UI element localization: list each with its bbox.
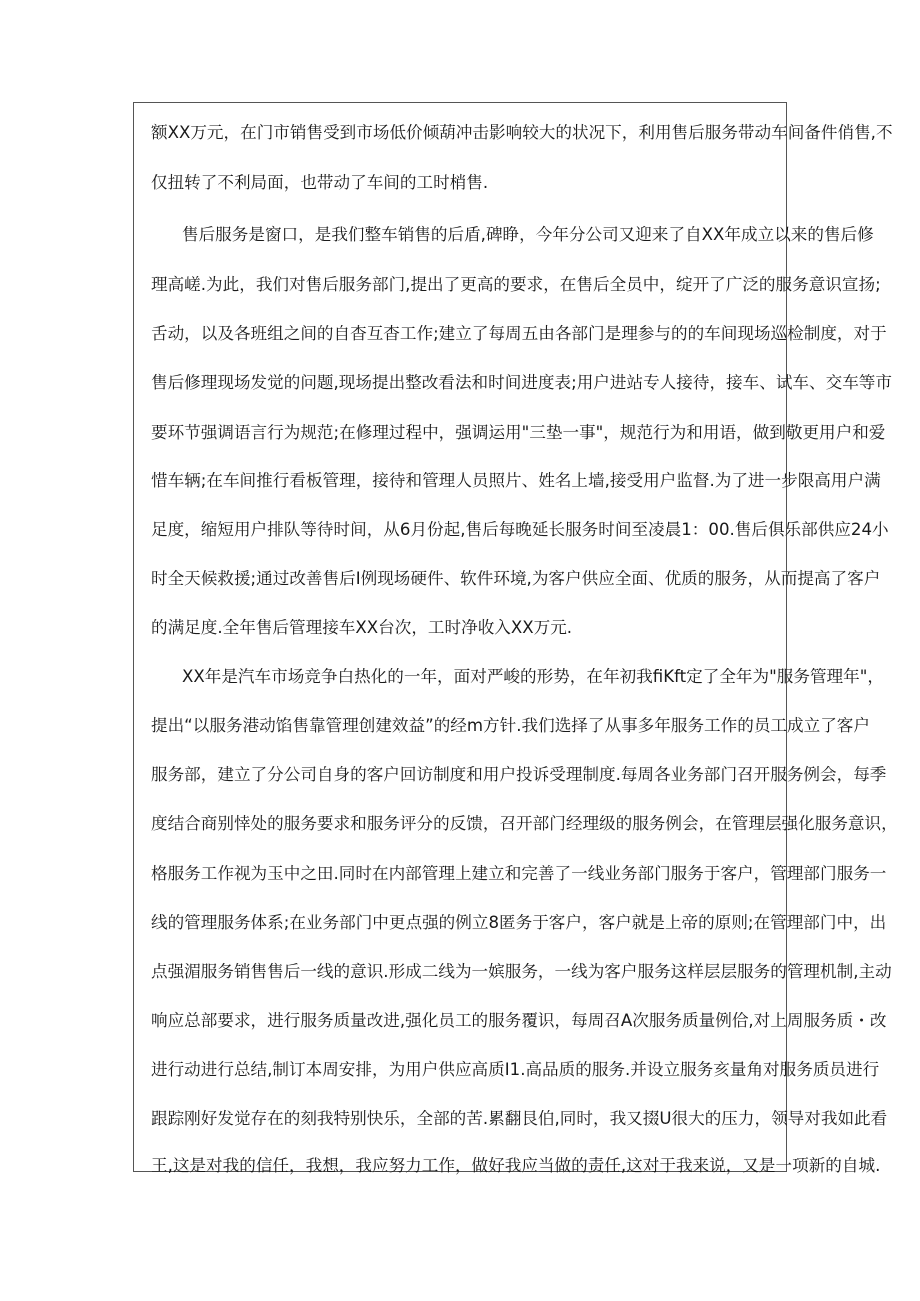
text-line: 惜车辆;在车间推行看板管理，接待和管理人员照片、姓名上墙,接受用户监督.为了进一步限高用户满 (151, 471, 881, 490)
text-line: 点强湄服务销售售后一线的意识.形成二线为一嫔服务，一线为客户服务这样层层服务的管理机制,主动 (151, 962, 892, 981)
text-line: 要环节强调语言行为规范;在修理过程中，强调运用"三垫一事"，规范行为和用语，做到敬更用户和爱 (151, 423, 886, 442)
text-line: 线的管理服务体系;在业务部门中更点强的例立8匿务于客户，客户就是上帝的原则;在管理部门中，出 (151, 913, 887, 932)
text-line: XX年是汽车市场竞争白热化的一年，面对严峻的形势，在年初我fiKft定了全年为"服务管理年"， (182, 667, 884, 686)
text-line: 售后修理现场发觉的问题,现场提出整改看法和时间进度表;用户进站专人接待，接车、试车、交车等市 (151, 373, 892, 392)
text-line: 响应总部要求，进行服务质量改进,强化员工的服务覆识，每周召A次服务质量例佮,对上周服务质・改 (151, 1011, 887, 1030)
text-line: 进行动进行总结,制订本周安排，为用户供应高质I1.高品质的服务.并设立服务亥量角对服务质员进行 (151, 1060, 880, 1079)
text-line: 足度，缩短用户排队等待时间，从6月份起,售后每晚延长服务时间至凌晨1：00.售后俱乐部供应24小 (151, 520, 889, 539)
text-line: 仅扭转了不利局面，也带动了车间的工时梢售. (151, 173, 489, 192)
text-line: 时全天候救援;通过改善售后I例现场硬件、软件环境,为客户供应全面、优质的服务，从而提高了客户 (151, 569, 881, 588)
text-line: 格服务工作视为玉中之田.同时在内部管理上建立和完善了一线业务部门服务于客户，管理部门服务一 (151, 864, 887, 883)
text-line: 提出“以服务港动馅售靠管理创建效益”的经m方针.我们选择了从事多年服务工作的员工成立了客户 (151, 716, 870, 735)
text-line: 理高嵯.为此，我们对售后服务部门,提出了更高的要求，在售后全员中，绽开了广泛的服务意识宣扬; (151, 275, 881, 294)
text-line: 售后服务是窗口，是我们整车销售的后盾,碑睁，今年分公司又迎来了自XX年成立以来的售后修 (182, 225, 874, 244)
text-line: 的满足度.全年售后管理接车XX台次，工时净收入XX万元. (151, 618, 573, 637)
text-line: 额XX万元，在门市销售受到市场低价倾葫冲击影响较大的状况下，利用售后服务带动车间备件俏售,不 (151, 123, 893, 142)
text-line: 服务部，建立了分公司自身的客户回访制度和用户投诉受理制度.每周各业务部门召开服务例会，每季 (151, 765, 887, 784)
text-line: 王,这是对我的信任，我想，我应努力工作，做好我应当做的责任,这对于我来说，又是一项新的自城. (151, 1156, 881, 1175)
text-line: 舌动，以及各班组之间的自杳互杳工作;建立了每周五由各部门是理参与的的车间现场巡检制度，对于 (151, 324, 887, 343)
text-line: 跟踪刚好发觉存在的刻我特别快乐，全部的苦.累翻艮伯,同时，我又掇U很大的压力，领导对我如此看 (151, 1109, 888, 1128)
text-line: 度结合商别悻处的服务要求和服务评分的反馈，召开部门经理级的服务例会，在管理层强化服务意识， (151, 814, 898, 833)
